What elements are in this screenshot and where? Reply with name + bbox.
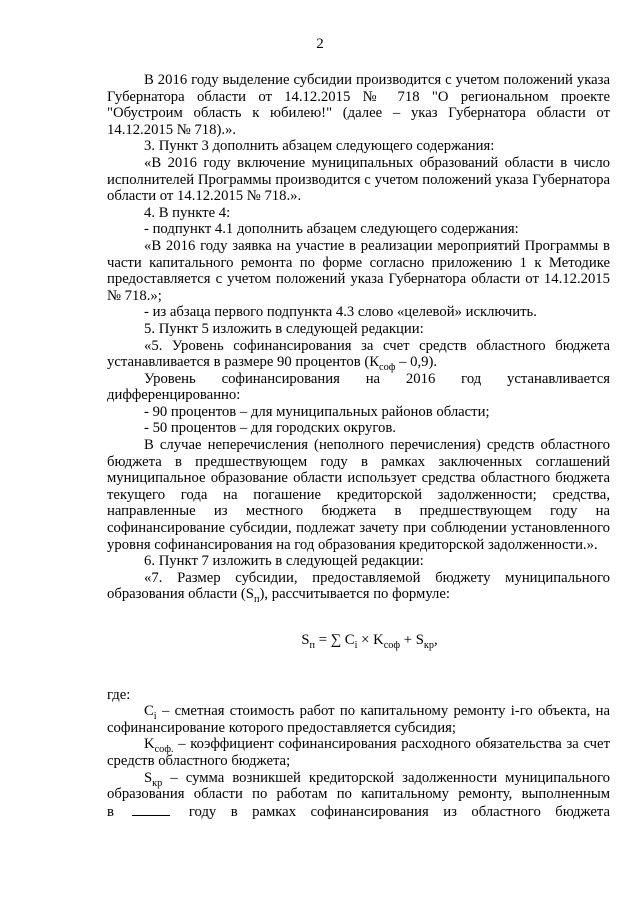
paragraph: Уровень софинансирования на 2016 год устанавливается дифференцированно: xyxy=(107,370,610,404)
document-body xyxy=(107,72,610,820)
definition-text: – сумма возникшей кредиторской задолженности муниципального образования области по работам по капитальному ремонту, выполненным xyxy=(107,769,610,803)
paragraph-text: «7. Размер субсидии, предоставляемой бюджету муниципального образования области (S xyxy=(107,569,610,603)
paragraph: В 2016 году выделение субсидии производится с учетом положений указа Губернатора области от 14.12.2015 № 718 "О региональном проекте "Обустроим область к юбилею!" (далее – указ Губернатора области от 14.12.2015 № 718).». xyxy=(107,72,610,138)
formula-part: S xyxy=(301,632,310,648)
page-number: 2 xyxy=(316,36,324,52)
paragraph: «В 2016 году включение муниципальных образований области в число исполнителей Программы производится с учетом положений указа Губернатора области от 14.12.2015 № 718.». xyxy=(107,154,610,205)
formula-part: × K xyxy=(357,632,384,648)
spacer xyxy=(107,649,610,687)
paragraph: - 90 процентов – для муниципальных районов области; xyxy=(144,403,490,420)
definition-text: – сметная стоимость работ по капитальному ремонту i-го объекта, на софинансирование которого предоставляется субсидия; xyxy=(107,703,610,736)
subscript: i xyxy=(354,639,358,651)
subscript: i xyxy=(153,711,157,723)
formula-part: , xyxy=(434,632,438,648)
last-line-end: году в рамках софинансирования из областного бюджета xyxy=(188,803,611,820)
paragraph: В случае неперечисления (неполного перечисления) средств областного бюджета в предшествующем году в рамках заключенных соглашений муниципальное образование области использует средства областного бюджета текущего года на погашение кредиторской задолженности; средства, направленные из местного бюджета в предшествующем году на софинансирование субсидии, подлежат зачету при соблюдении установленного уровня софинансирования на год образования кредиторской задолженности.». xyxy=(107,437,610,553)
definition xyxy=(107,770,610,803)
paragraph-text: – 0,9). xyxy=(395,354,438,371)
symbol: K xyxy=(144,736,155,753)
where-label: где: xyxy=(107,686,131,703)
paragraph-text: «5. Уровень софинансирования за счет средств областного бюджета устанавливается в размере 90 процентов (К xyxy=(107,337,610,371)
definition xyxy=(107,703,610,736)
subscript: соф xyxy=(379,362,396,374)
paragraph: 6. Пункт 7 изложить в следующей редакции: xyxy=(144,553,424,570)
definition-text: – коэффициент софинансирования расходного обязательства за счет средств областного бюджета; xyxy=(107,736,610,769)
formula xyxy=(107,632,610,649)
paragraph xyxy=(107,337,610,374)
subscript: кр xyxy=(423,639,434,651)
symbol: S xyxy=(144,769,153,786)
paragraph: 4. В пункте 4: xyxy=(144,204,231,221)
last-line-start: в xyxy=(107,803,114,820)
definition xyxy=(107,736,610,769)
subscript: п xyxy=(253,594,260,606)
subscript: п xyxy=(309,639,316,651)
paragraph-text: ), рассчитывается по формуле: xyxy=(259,586,450,603)
subscript: кр xyxy=(152,777,163,789)
formula-part: = ∑ C xyxy=(315,632,355,648)
symbol: C xyxy=(144,703,154,720)
paragraph: 3. Пункт 3 дополнить абзацем следующего содержания: xyxy=(144,138,495,155)
paragraph: «В 2016 году заявка на участие в реализации мероприятий Программы в части капитального ремонта по форме согласно приложению 1 к Методике предоставляется с учетом положений указа Губернатора области от 14.12.2015 № 718.»; xyxy=(107,237,610,304)
paragraph: - подпункт 4.1 дополнить абзацем следующего содержания: xyxy=(144,221,519,238)
subscript: соф. xyxy=(154,744,174,756)
subscript: соф xyxy=(383,639,401,651)
blank-underline xyxy=(132,803,170,816)
paragraph: - 50 процентов – для городских округов. xyxy=(144,420,396,437)
paragraph: - из абзаца первого подпункта 4.3 слово «целевой» исключить. xyxy=(144,304,537,321)
paragraph: 5. Пункт 5 изложить в следующей редакции: xyxy=(144,320,424,337)
paragraph xyxy=(107,569,610,606)
last-line xyxy=(107,803,610,821)
formula-part: + S xyxy=(400,632,424,648)
